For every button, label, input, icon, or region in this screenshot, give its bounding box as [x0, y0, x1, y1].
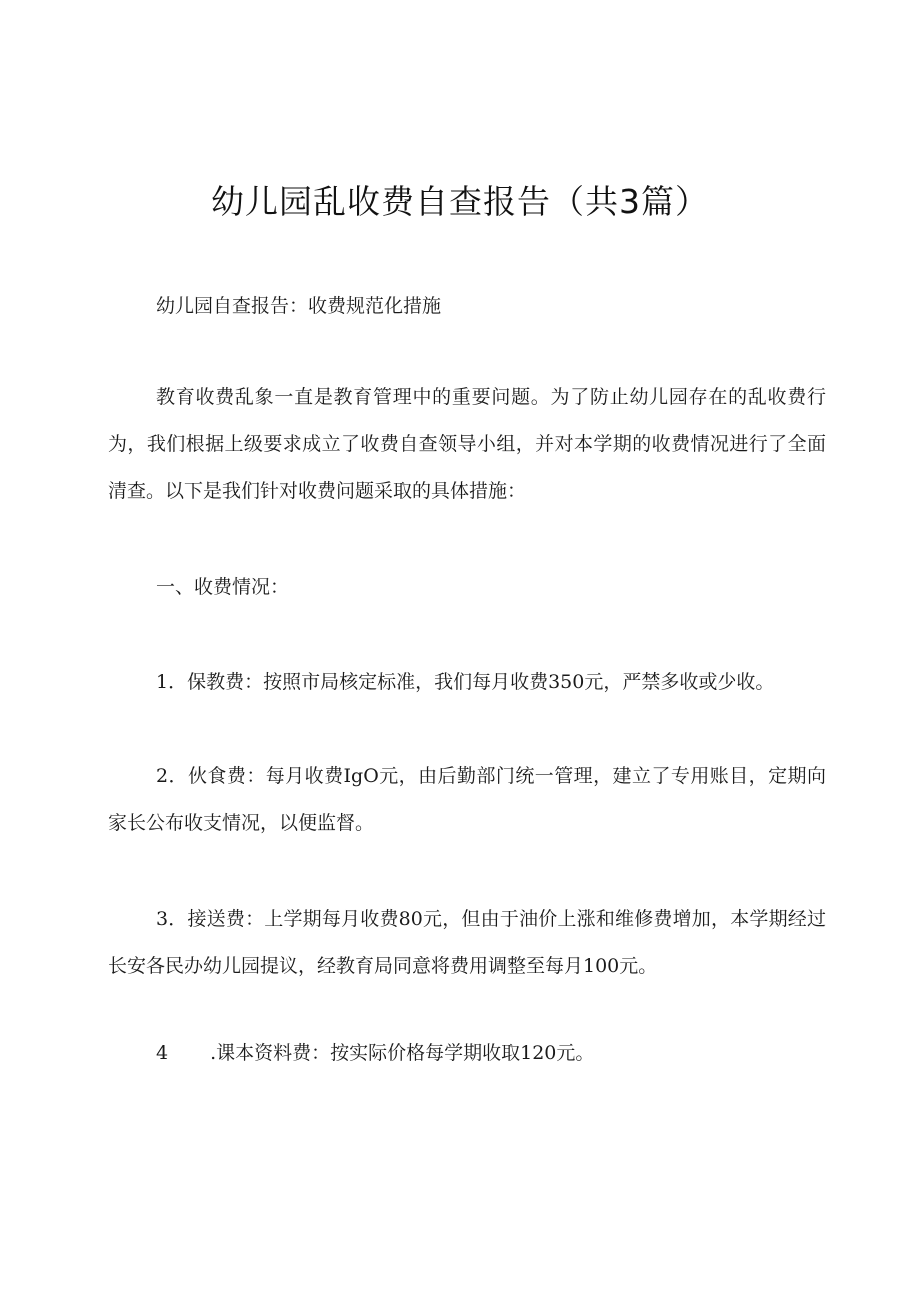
list-item — [108, 896, 826, 990]
list-item-number: 4 — [156, 1042, 169, 1064]
list-item-number: 1 — [156, 671, 169, 693]
intro-paragraph: 教育收费乱象一直是教育管理中的重要问题。为了防止幼儿园存在的乱收费行为，我们根据上级要求成立了收费自查领导小组，并对本学期的收费情况进行了全面清查。以下是我们针对收费问题采取的具体措施： — [108, 386, 826, 502]
list-item-text: ．保教费：按照市局核定标准，我们每月收费350元，严禁多收或少收。 — [168, 671, 775, 693]
list-item — [108, 659, 826, 706]
list-item-text: .课本资料费：按实际价格每学期收取120元。 — [210, 1042, 595, 1064]
document-title: 幼儿园乱收费自查报告（共3篇） — [211, 182, 709, 221]
list-item — [108, 1030, 826, 1077]
list-item-text: ．接送费：上学期每月收费80元，但由于油价上涨和维修费增加，本学期经过长安各民办幼儿园提议，经教育局同意将费用调整至每月100元。 — [108, 908, 826, 977]
list-item-number: 2 — [156, 765, 169, 787]
document-subtitle: 幼儿园自查报告：收费规范化措施 — [156, 295, 442, 317]
list-item — [108, 753, 826, 847]
list-item-number: 3 — [156, 908, 169, 930]
section-heading: 一、收费情况： — [156, 576, 290, 598]
list-item-text: ．伙食费：每月收费IgO元，由后勤部门统一管理，建立了专用账目，定期向家长公布收支情况，以便监督。 — [108, 765, 826, 834]
